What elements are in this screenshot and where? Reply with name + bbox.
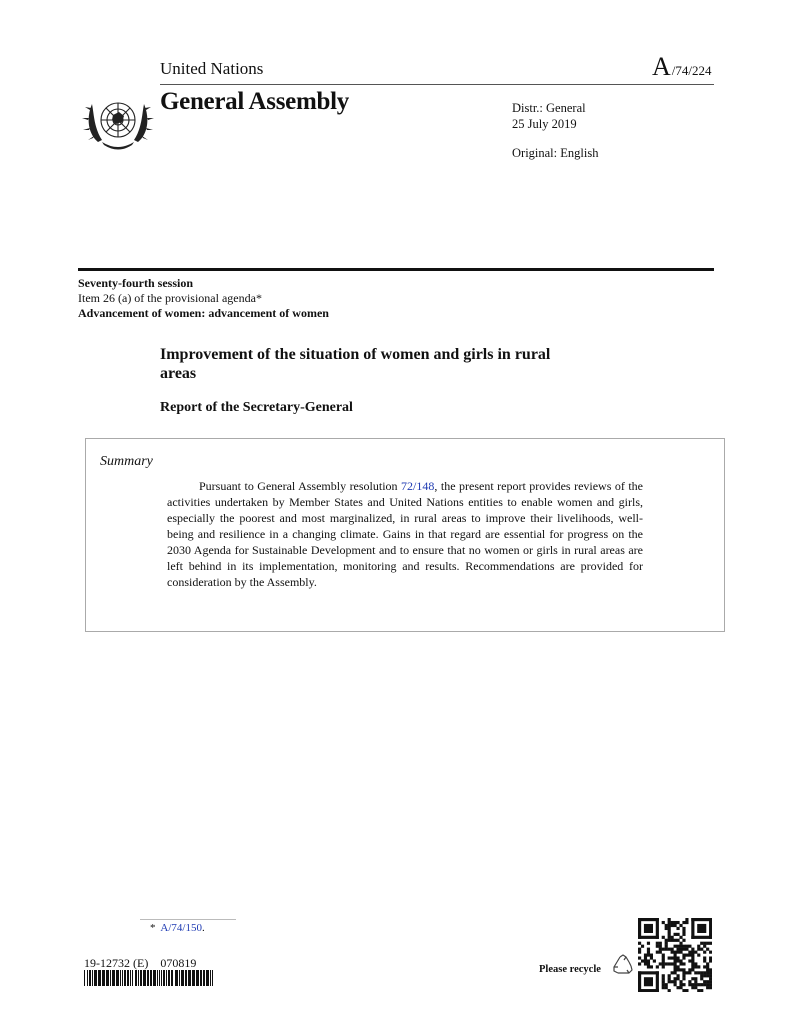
footnote: [150, 922, 205, 934]
organ-name: General Assembly: [160, 88, 349, 115]
agenda-item: Item 26 (a) of the provisional agenda*: [78, 291, 262, 305]
document-number: 19-12732 (E) 070819: [84, 956, 197, 970]
summary-text-before-link: Pursuant to General Assembly resolution: [199, 479, 402, 493]
symbol-prefix: A: [652, 52, 672, 81]
header-rule: [160, 84, 714, 85]
summary-heading: Summary: [100, 454, 153, 469]
distribution: Distr.: General: [512, 101, 586, 115]
footnote-rule: [140, 919, 236, 920]
session-block: [78, 276, 329, 321]
original-language: Original: English: [512, 146, 599, 160]
un-emblem-icon: [80, 90, 156, 156]
resolution-link[interactable]: 72/148: [401, 479, 435, 493]
recycle-icon: [611, 953, 635, 977]
summary-text-after-link: , the present report provides reviews of the activities undertaken by Member States and United Nations entities to enable women and girls, especially the poorest and most marginalized, in rural areas to improve their livelihoods, well-being and resilience in a changing climate. Gains in that regard are essential for progress on the 2030 Agenda for Sustainable Development and to ensure that no women or girls in rural areas are left behind in its implementation, monitoring and results. Recommendations are provided for consideration by the Assembly.: [167, 479, 644, 589]
report-subtitle: Report of the Secretary-General: [160, 400, 353, 415]
distribution-block: [512, 100, 586, 132]
session-name: Seventy-fourth session: [78, 276, 194, 290]
qr-code-icon: [638, 918, 712, 992]
report-title: Improvement of the situation of women and girls in rural areas: [160, 346, 551, 382]
summary-paragraph: [167, 478, 643, 590]
organization-name: United Nations: [160, 59, 264, 78]
footnote-link[interactable]: A/74/150: [160, 922, 202, 934]
document-date: 25 July 2019: [512, 117, 577, 131]
document-symbol: [652, 52, 712, 82]
session-rule: [78, 268, 714, 271]
footnote-marker: *: [150, 922, 156, 934]
agenda-title: Advancement of women: advancement of women: [78, 306, 329, 320]
recycle-label: Please recycle: [539, 964, 601, 975]
barcode-icon: [84, 970, 216, 986]
symbol-suffix: /74/224: [671, 63, 712, 78]
footnote-suffix: .: [201, 922, 205, 934]
